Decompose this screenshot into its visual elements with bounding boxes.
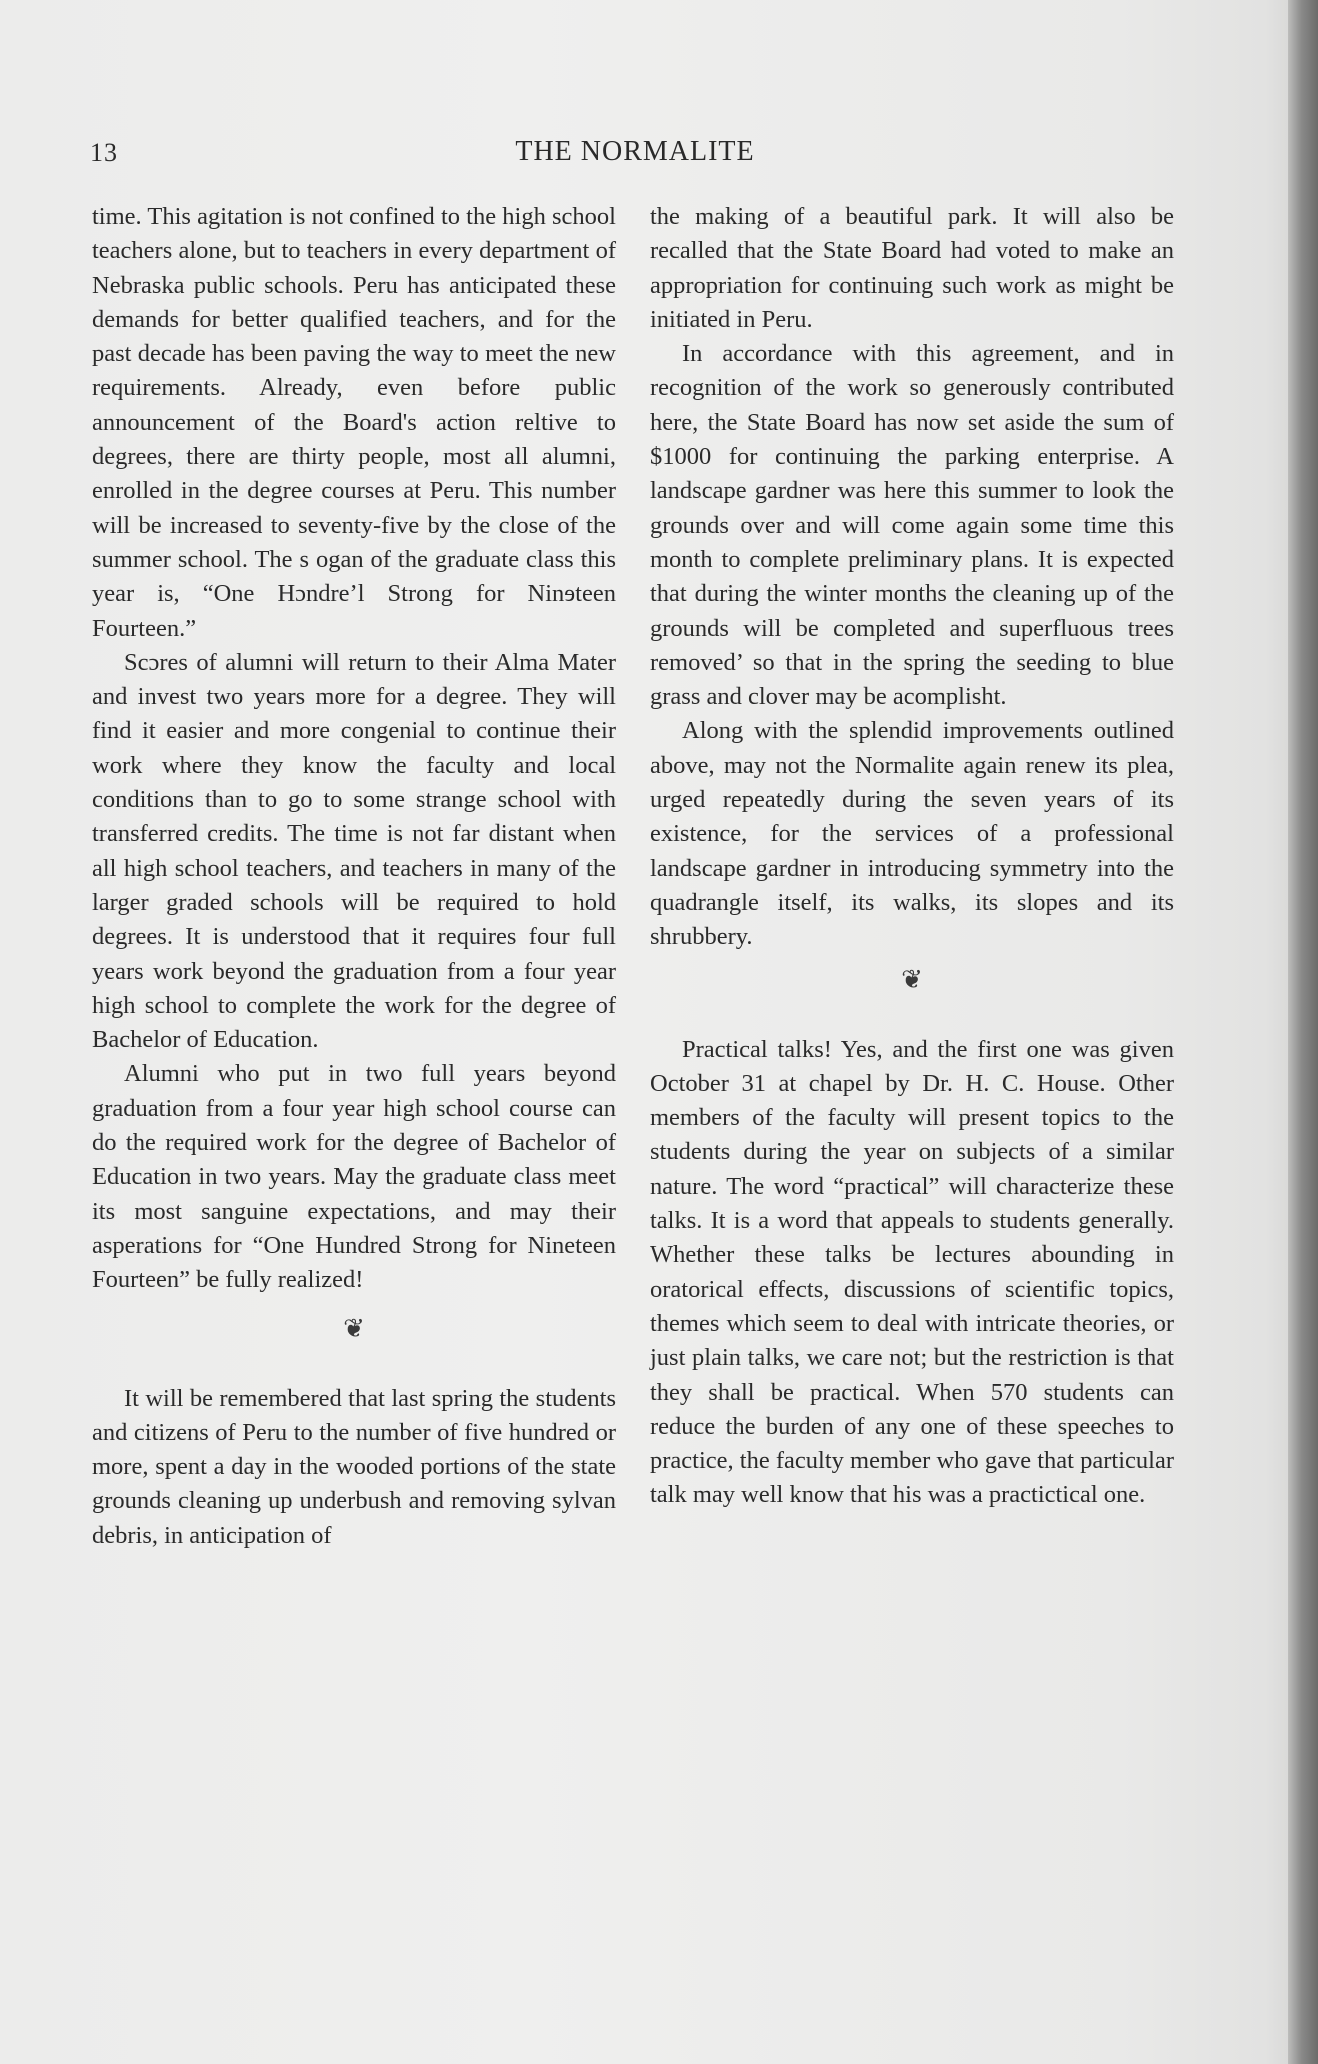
page-number: 13 <box>90 138 118 167</box>
section-divider-ornament: ❦ <box>343 1313 365 1343</box>
article-paragraph: the making of a beautiful park. It will also be recalled that the State Board had voted to make an appropriation for continuing such work as might be initiated in Peru. <box>650 203 1174 333</box>
article-paragraph: Scɔres of alumni will return to their Alma Mater and invest two years more for a degree. They will find it easier and more congenial to continue their work where they know the faculty and local conditions than to go to some strange school with transferred credits. The time is not far distant when all high school teachers, and teachers in many of the larger graded schools will be required to hold degrees. It is understood that it requires four full years work beyond the graduation from a four year high school to complete the work for the degree of Bachelor of Education. <box>92 648 616 1054</box>
article-paragraph: Along with the splendid improvements outlined above, may not the Normalite again renew its plea, urged repeatedly during the seven years of its existence, for the services of a professional landscape gardner in introducing symmetry into the quadrangle itself, its walks, its slopes and its shrubbery. <box>650 717 1174 951</box>
article-paragraph: In accordance with this agreement, and in recognition of the work so generously contributed here, the State Board has now set aside the sum of $1000 for continuing the parking enterprise. A landscape gardner was here this summer to look the grounds over and will come again some time this month to complete preliminary plans. It is expected that during the winter months the cleaning up of the grounds will be completed and superfluous trees removed’ so that in the spring the seeding to blue grass and clover may be acomplisht. <box>650 340 1174 711</box>
article-paragraph: Practical talks! Yes, and the first one was given October 31 at chapel by Dr. H. C. House. Other members of the faculty will present topics to the students during the year on subjects of a similar nature. The word “practical” will characterize these talks. It is a word that appeals to students generally. Whether these talks be lectures abounding in oratorical effects, discussions of scientific topics, themes which seem to deal with intricate theories, or just plain talks, we care not; but the restriction is that they shall be practical. When 570 students can reduce the burden of any one of these speeches to practice, the faculty member who gave that particular talk may well know that his was a practictical one. <box>650 1035 1174 1509</box>
running-head-title: THE NORMALITE <box>515 136 755 167</box>
article-paragraph: time. This agitation is not confined to the high school teachers alone, but to teachers in every department of Nebraska public schools. Peru has anticipated these demands for better qualified teachers, and for the past decade has been paving the way to meet the new requirements. Already, even before public announcement of the Board's action reltive to degrees, there are thirty people, most all alumni, enrolled in the degree courses at Peru. This number will be increased to seventy-five by the close of the summer school. The s ogan of the graduate class this year is, “One Hɔndre’l Strong for Ninɘteen Fourteen.” <box>92 203 616 642</box>
right-column <box>650 200 1174 1513</box>
article-paragraph: It will be remembered that last spring the students and citizens of Peru to the number of five hundred or more, spent a day in the wooded portions of the state grounds cleaning up underbush and removing sylvan debris, in anticipation of <box>92 1384 616 1549</box>
page-binding-edge <box>1288 0 1318 2064</box>
article-paragraph: Alumni who put in two full years beyond graduation from a four year high school course can do the required work for the degree of Bachelor of Education in two years. May the graduate class meet its most sanguine expectations, and may their asperations for “One Hundred Strong for Nineteen Fourteen” be fully realized! <box>92 1060 616 1294</box>
section-divider-ornament: ❦ <box>901 964 923 994</box>
left-column <box>92 200 616 1553</box>
